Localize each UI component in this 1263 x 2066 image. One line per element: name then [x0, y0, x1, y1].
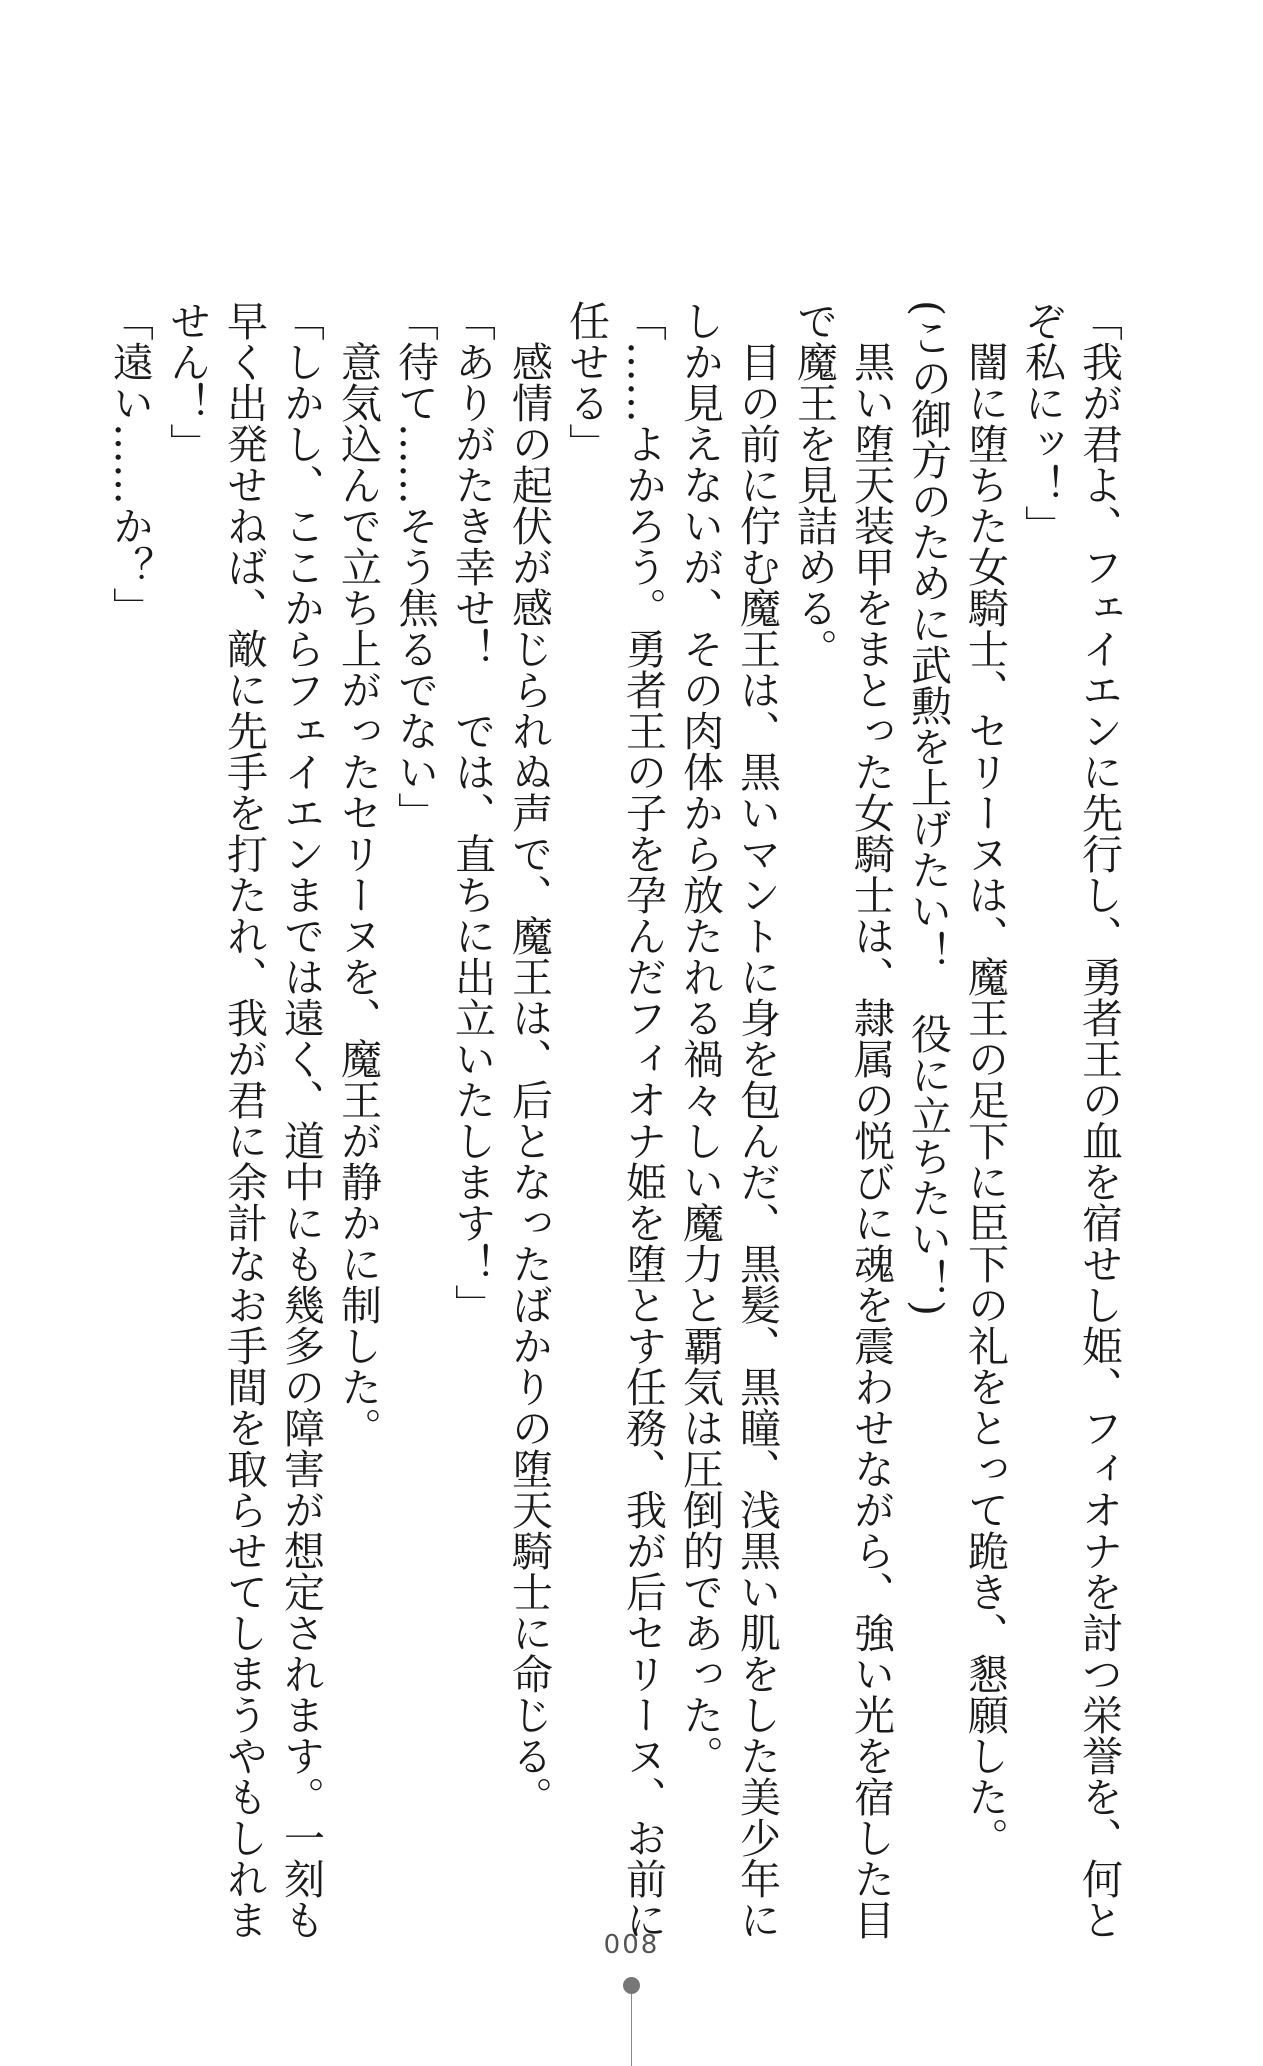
text-line-5: 黒い堕天装甲をまとった女騎士は、隷属の悦びに魂を震わせながら、強い光を宿した目	[847, 341, 895, 1940]
text-line-15: 「しかし、ここからフェイエンまでは遠く、道中にも幾多の障害が想定されます。一刻も	[277, 300, 325, 1940]
body-text	[106, 300, 1127, 1940]
page-number: 008	[603, 1930, 660, 1960]
text-line-12: 「ありがたき幸せ！ では、直ちに出立いたします！」	[448, 300, 496, 1325]
page-marker-dot	[623, 1977, 640, 1994]
text-line-13: 「待て……そう焦るでない」	[391, 300, 439, 833]
text-line-6: で魔王を見詰める。	[790, 300, 838, 669]
text-line-1: 「我が君よ、フェイエンに先行し、勇者王の血を宿せし姫、フィオナを討つ栄誉を、何と	[1075, 300, 1123, 1940]
text-line-18: 「遠い……か？」	[106, 300, 154, 628]
text-line-14: 意気込んで立ち上がったセリーヌを、魔王が静かに制した。	[334, 341, 382, 1448]
text-line-4: (この御方のために武勲を上げたい！ 役に立ちたい！)	[904, 300, 952, 1316]
text-line-16: 早く出発せねば、敵に先手を打たれ、我が君に余計なお手間を取らせてしまうやもしれま	[220, 300, 268, 1940]
text-line-3: 闇に堕ちた女騎士、セリーヌは、魔王の足下に臣下の礼をとって跪き、懇願した。	[961, 341, 1009, 1858]
text-line-11: 感情の起伏が感じられぬ声で、魔王は、后となったばかりの堕天騎士に命じる。	[505, 341, 553, 1817]
text-line-10: 任せる」	[562, 300, 610, 464]
text-line-9: 「……よかろう。勇者王の子を孕んだフィオナ姫を堕とす任務、我が后セリーヌ、お前に	[619, 300, 667, 1940]
text-line-8: しか見えないが、その肉体から放たれる禍々しい魔力と覇気は圧倒的であった。	[676, 300, 724, 1776]
page-marker-line	[631, 1994, 632, 2066]
text-line-17: せん！」	[163, 300, 211, 464]
text-line-7: 目の前に佇む魔王は、黒いマントに身を包んだ、黒髪、黒瞳、浅黒い肌をした美少年に	[733, 341, 781, 1940]
text-line-2: ぞ私にッ！」	[1018, 300, 1066, 546]
